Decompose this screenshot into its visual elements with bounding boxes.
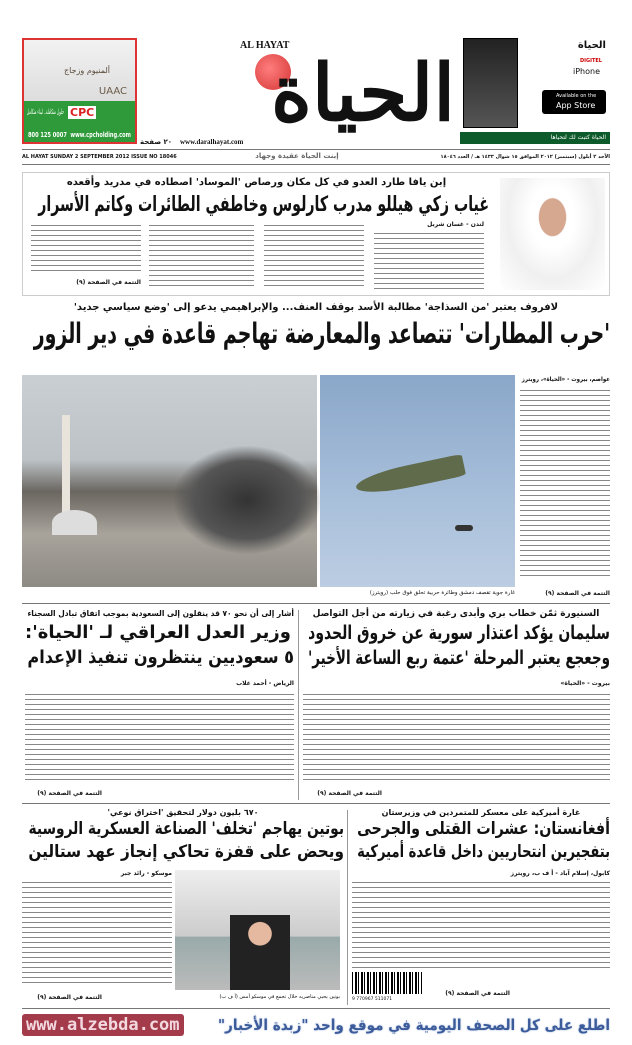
- body-text: [352, 880, 610, 968]
- divider: [22, 164, 610, 165]
- iraq-byline: الرياض - أحمد غلاب: [236, 680, 294, 687]
- body-text: [264, 223, 364, 289]
- feature-kicker: إبن يافا طارد العدو في كل مكان ورصاص 'الموساد' اصطاده في مدريد وأقعده: [66, 177, 447, 188]
- body-text: [520, 388, 610, 580]
- divider: [22, 603, 610, 604]
- putin-byline: موسكو - رائد جبر: [120, 870, 172, 877]
- lead-kicker: لافروف يعتبر 'من السذاجة' مطالبة الأسد بوقف العنف... والإبراهيمي يدعو إلى 'وضع سياسي جديد': [73, 302, 559, 313]
- continued-link[interactable]: التتمة في الصفحة (٩): [445, 990, 510, 997]
- masthead-logo: [195, 40, 455, 139]
- putin-headline-1: بوتين يهاجم 'تخلف' الصناعة العسكرية الروسية: [28, 819, 345, 839]
- divider: [22, 149, 610, 150]
- feature-headline: غياب زكي هيللو مدرب كارلوس وخاطفي الطائرات وكاتم الأسرار: [38, 192, 489, 216]
- fighter-jet-photo: [320, 375, 515, 587]
- lebanon-headline-2: وجعجع يعتبر المرحلة 'عتمة ربع الساعة الأخير': [308, 647, 610, 669]
- continued-link[interactable]: التتمة في الصفحة (٩): [545, 590, 610, 597]
- feature-story[interactable]: [22, 172, 610, 296]
- lebanon-byline: بيروت - «الحياة»: [560, 680, 610, 687]
- ad-text: حلول متكاملة.. لبناء متكامل: [26, 108, 64, 116]
- afghan-kicker: غارة أميركية على معسكر للمتمردين في وزيرستان: [381, 808, 581, 817]
- body-text: [374, 231, 484, 289]
- footer-url[interactable]: www.alzebda.com: [22, 1014, 184, 1036]
- photo-caption: بوتين يحيي مناصريه خلال تجمع في موسكو أمس (أ ف ب): [219, 994, 340, 1000]
- barcode-number: 9 770967 511071: [352, 997, 393, 1002]
- divider: [298, 610, 299, 800]
- lebanon-kicker: السنيورة ثمّن خطاب بري وأبدى رغبة في زيارته من أجل التواصل: [312, 609, 600, 619]
- afghan-headline-1: أفغانستان: عشرات القتلى والجرحى: [357, 819, 610, 839]
- putin-headline-2: ويحض على قفزة تحاكي إنجاز عهد ستالين: [28, 842, 344, 862]
- footer-banner[interactable]: [22, 1012, 610, 1040]
- continued-link[interactable]: التتمة في الصفحة (٩): [37, 994, 102, 1001]
- divider: [22, 803, 610, 804]
- portrait-photo: [500, 178, 605, 290]
- body-text: [22, 880, 172, 985]
- lebanon-headline-1: سليمان يؤكد اعتذار سورية عن خروق الحدود: [308, 622, 610, 644]
- advert-uaac-cpc[interactable]: [22, 38, 137, 144]
- divider: [22, 1008, 610, 1009]
- ad-phone: 800 125 0007 www.cpcholding.com: [28, 131, 131, 139]
- tagline: إبنت الحياة عقيدة وجهاد: [255, 152, 339, 160]
- masthead-title-en: AL HAYAT: [240, 40, 290, 51]
- ad-slogan: الحياة كتبت لك لتحياها: [460, 132, 610, 144]
- ad-logo: CPC: [70, 106, 95, 119]
- ad-device: iPhone: [572, 67, 600, 76]
- putin-kicker: ٦٧٠ بليون دولار لتحقيق 'اختراق نوعي': [107, 808, 259, 817]
- masthead-title-ar: الحياة: [271, 48, 455, 139]
- body-text: [303, 692, 610, 784]
- iraq-kicker: أشار إلى أن نحو ٧٠ قد ينقلون إلى السعودية بموجب اتفاق تبادل السجناء: [27, 609, 294, 618]
- iraq-headline-1: وزير العدل العراقي لـ 'الحياة':: [25, 622, 291, 643]
- ad-operator: DIGITEL: [580, 58, 602, 64]
- continued-link[interactable]: التتمة في الصفحة (٩): [37, 790, 102, 797]
- footer-slogan: اطلع على كل الصحف اليومية في موقع واحد "زبدة الأخبار": [217, 1016, 610, 1034]
- afghan-headline-2: بتفجيرين انتحاريين داخل قاعدة أميركية: [357, 842, 610, 862]
- dateline: [22, 152, 610, 162]
- body-text: [149, 223, 254, 289]
- putin-waving-photo: [175, 870, 340, 990]
- damascus-smoke-photo: [22, 375, 317, 587]
- divider: [347, 810, 348, 1005]
- advert-iphone-app[interactable]: [460, 38, 610, 144]
- ad-brand-ar: ألمنيوم وزجاج: [64, 66, 111, 75]
- photo-caption: غارة جوية تقصف دمشق وطائرة حربية تحلق فوق حلب (رويترز): [369, 590, 515, 596]
- body-text: [25, 692, 294, 784]
- page-count: ٢٠ صفحة: [140, 138, 173, 146]
- continued-link[interactable]: التتمة في الصفحة (٩): [317, 790, 382, 797]
- dateline-en: AL HAYAT SUNDAY 2 SEPTEMBER 2012 ISSUE NO 18046: [22, 154, 177, 160]
- app-store-badge[interactable]: Available on the App Store: [542, 90, 606, 114]
- barcode: [352, 972, 422, 994]
- ad-brand: UAAC: [98, 86, 127, 97]
- dateline-ar: الأحد ٢ أيلول (سبتمبر) ٢٠١٢ الموافق ١٥ شوال ١٤٣٣ هـ / العدد ١٨٠٤٦: [440, 154, 610, 160]
- body-text: [31, 223, 141, 275]
- lead-headline: 'حرب المطارات' تتصاعد والمعارضة تهاجم قاعدة في دير الزور: [33, 317, 611, 350]
- iraq-headline-2: ٥ سعوديين ينتظرون تنفيذ الإعدام: [27, 647, 294, 668]
- feature-byline: لندن - غسان شربل: [427, 221, 484, 228]
- website-link[interactable]: www.daralhayat.com: [180, 138, 244, 146]
- lead-byline: عواصم، بيروت - «الحياة»، رويترز: [521, 376, 610, 383]
- afghan-byline: كابول، إسلام آباد - أ ف ب، رويترز: [510, 870, 610, 877]
- continued-link[interactable]: التتمة في الصفحة (٩): [76, 279, 141, 286]
- ad-brand-ar: الحياة: [577, 40, 606, 51]
- phone-image: [463, 38, 518, 128]
